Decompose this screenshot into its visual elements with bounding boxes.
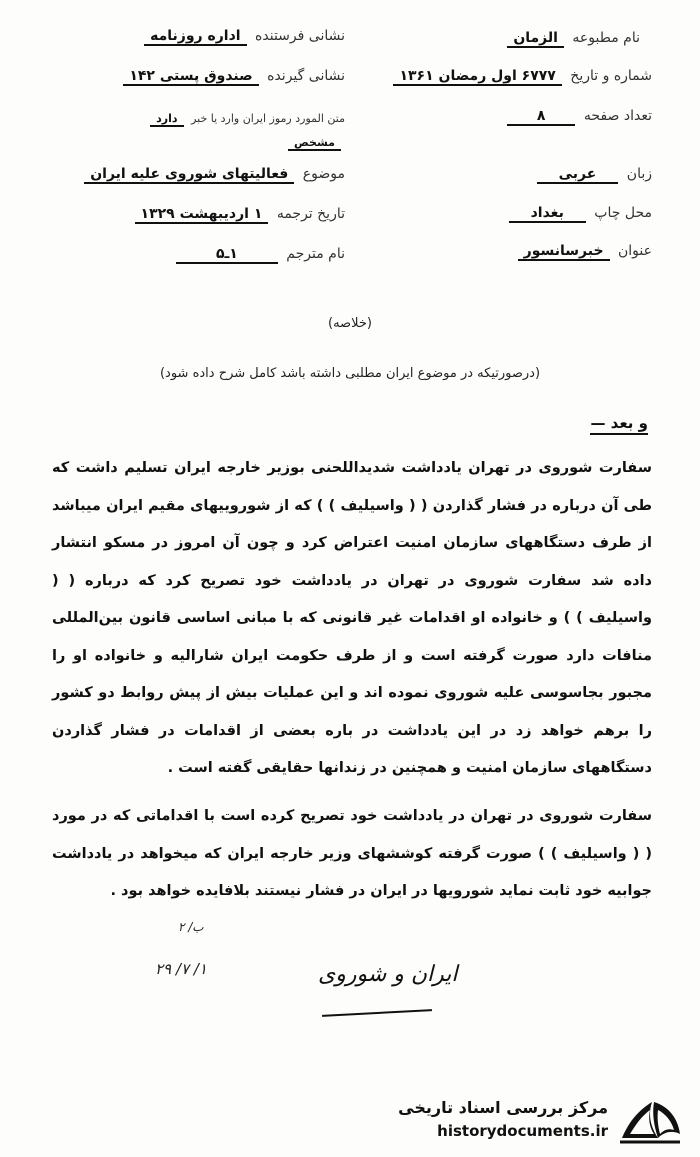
- field-iran-related-cont: [288, 136, 345, 149]
- field-value: خبرسانسور: [518, 243, 610, 261]
- field-label: موضوع: [302, 166, 345, 182]
- summary-heading: (خلاصه): [328, 316, 372, 331]
- field-sender: [144, 28, 345, 44]
- field-value: الزمان: [507, 30, 564, 48]
- field-value: ۱ـ۵: [176, 246, 278, 264]
- field-page-count: [507, 108, 652, 124]
- field-label: نشانی گیرنده: [267, 68, 345, 84]
- field-number-date: [393, 68, 652, 84]
- field-label: عنوان: [618, 243, 652, 259]
- handwritten-note: ب/ ۲: [178, 920, 204, 934]
- field-publication-name: [507, 30, 640, 46]
- archive-logo-icon: [614, 1094, 686, 1148]
- field-label: تاریخ ترجمه: [276, 206, 345, 222]
- field-place: [509, 205, 652, 221]
- field-value: اداره روزنامه: [144, 28, 246, 46]
- archive-site: historydocuments.ir: [437, 1122, 608, 1140]
- field-value: فعالیتهای شوروی علیه ایران: [84, 166, 294, 184]
- field-label: نام مترجم: [286, 246, 345, 262]
- field-value: مشخص: [288, 136, 341, 151]
- field-label: نشانی فرستنده: [255, 28, 345, 44]
- signature-underline: [322, 1009, 432, 1017]
- field-label: شماره و تاریخ: [570, 68, 652, 84]
- field-receiver: [123, 68, 345, 84]
- field-translator: [176, 246, 345, 262]
- field-iran-related: [150, 112, 345, 125]
- field-label: نام مطبوعه: [572, 30, 640, 46]
- field-label: متن المورد رموز ایران وارد یا خبر: [191, 112, 345, 125]
- field-value: دارد: [150, 112, 183, 127]
- signature: ایران و شوروی: [318, 962, 458, 987]
- field-value: بغداد: [509, 205, 586, 223]
- salutation: و بعد —: [590, 414, 648, 435]
- archive-name: مرکز بررسی اسناد تاریخی: [398, 1098, 608, 1117]
- field-value: ۱ اردیبهشت ۱۳۲۹: [135, 206, 269, 224]
- field-value: صندوق پستی ۱۴۲: [123, 68, 258, 86]
- field-label: تعداد صفحه: [583, 108, 652, 124]
- instruction-note: (درصورتیکه در موضوع ایران مطلبی داشته باشد کامل شرح داده شود): [159, 366, 541, 381]
- field-title: [518, 243, 652, 259]
- field-value: عربی: [537, 166, 619, 184]
- field-language: [537, 166, 652, 182]
- field-subject: [84, 166, 345, 182]
- field-value: ۶۷۷۷ اول رمضان ۱۳۶۱: [393, 68, 561, 86]
- field-label: زبان: [626, 166, 652, 182]
- field-translation-date: [135, 206, 345, 222]
- body-paragraph-1: سفارت شوروی در تهران یادداشت شدیداللحنی بوزیر خارجه ایران تسلیم داشت که طی آن درباره در فشار گذاردن ( ( واسیلیف ) ) که از شوروییهای مقیم ایران میباشد از طرف دستگاههای سازمان امنیت اعتراض کرد و چون آن امروز در مسکو انتشار داده شد سفارت شوروی در تهران در یادداشت خود تصریح کرد که درباره ( ( واسیلیف ) ) و خانواده او اقدامات غیر قانونی که با مبانی اساسی قانون بین‌المللی منافات دارد صورت گرفته است و از طرف حکومت ایران شارالیه و خانواده او را مجبور بجاسوسی علیه شوروی نموده اند و این عملیات بیش از پیش روابط دو کشور را برهم خواهد زد در این یادداشت در باره بعضی از اقدامات در فشار گذاردن دستگاههای سازمان امنیت و همچنین در زندانها حقایقی گفته است .: [52, 460, 652, 776]
- field-label: محل چاپ: [594, 205, 652, 221]
- handwritten-date: ۱/ ۷/ ۲۹: [155, 960, 207, 978]
- field-value: ۸: [507, 108, 576, 126]
- body-paragraph-2: سفارت شوروی در تهران در یادداشت خود تصریح کرده است با اقداماتی که در مورد ( ( واسیلیف ) ) صورت گرفته کوششهای وزیر خارجه ایران که میخواهد در یادداشت جوابیه خود ثابت نماید شورویها در ایران در فشار نیستند بلافایده خواهد بود .: [52, 808, 652, 899]
